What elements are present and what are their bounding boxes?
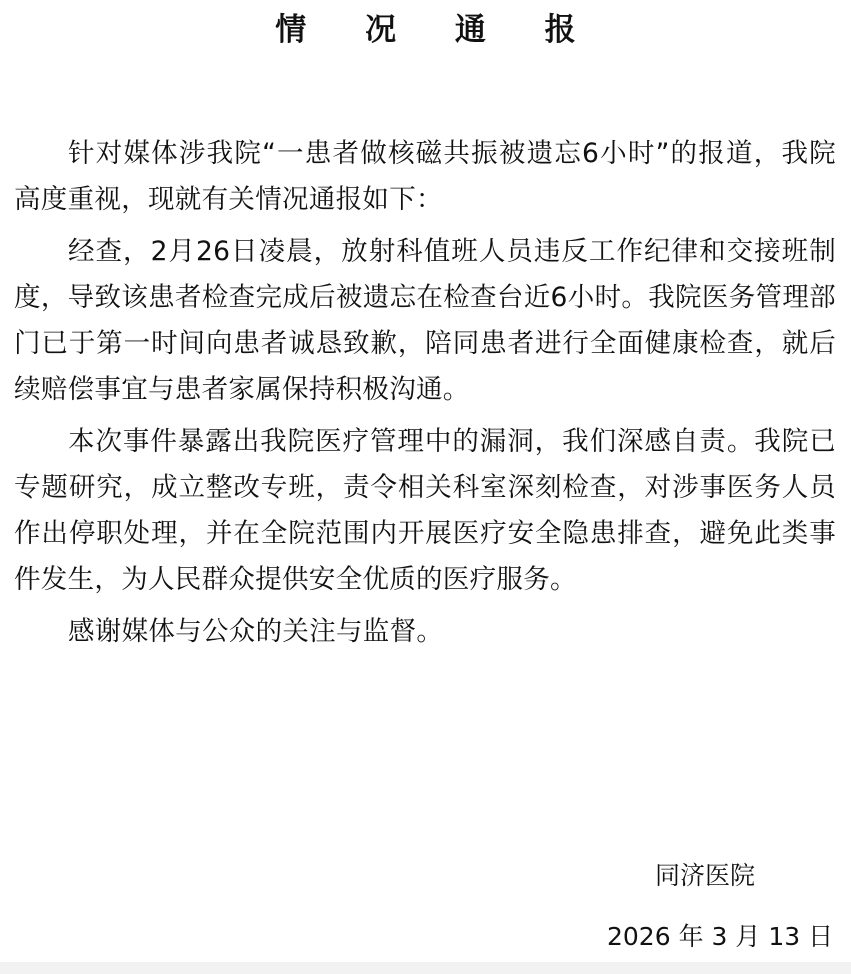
paragraph-intro: 针对媒体涉我院“一患者做核磁共振被遗忘6小时”的报道，我院高度重视，现就有关情况通报如下： [14, 138, 836, 215]
signature: 同济医院 [655, 861, 756, 890]
issue-date: 2026 年 3 月 13 日 [607, 922, 834, 951]
paragraph-measures: 本次事件暴露出我院医疗管理中的漏洞，我们深感自责。我院已专题研究，成立整改专班，责令相关科室深刻检查，对涉事医务人员作出停职处理，并在全院范围内开展医疗安全隐患排查，避免此类事件发生，为人民群众提供安全优质的医疗服务。 [14, 426, 836, 595]
bottom-edge [0, 962, 851, 974]
document-body [14, 131, 836, 661]
paragraph-thanks: 感谢媒体与公众的关注与监督。 [68, 616, 444, 647]
document-title: 情 况 通 报 [275, 12, 600, 48]
paragraph-findings: 经查，2月26日凌晨，放射科值班人员违反工作纪律和交接班制度，导致该患者检查完成后被遗忘在检查台近6小时。我院医务管理部门已于第一时间向患者诚恳致歉，陪同患者进行全面健康检查，就后续赔偿事宜与患者家属保持积极沟通。 [14, 236, 836, 405]
